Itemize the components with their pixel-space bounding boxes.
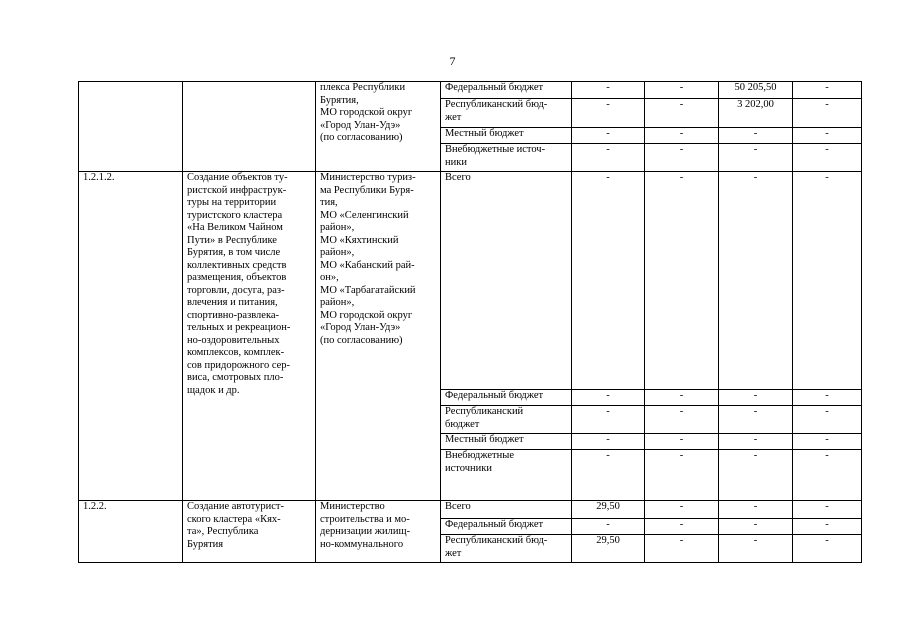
value-cell: - bbox=[645, 128, 719, 144]
value-cell: - bbox=[572, 450, 645, 501]
value-cell: - bbox=[572, 519, 645, 535]
value-cell: - bbox=[793, 519, 862, 535]
value-cell: - bbox=[793, 406, 862, 434]
value-cell: - bbox=[719, 128, 793, 144]
value-cell: - bbox=[793, 535, 862, 563]
value-cell: - bbox=[719, 519, 793, 535]
value-cell: - bbox=[645, 406, 719, 434]
value-cell: - bbox=[645, 434, 719, 450]
funding-source-cell: Федеральный бюджет bbox=[441, 390, 572, 406]
value-cell: - bbox=[645, 82, 719, 99]
value-cell: - bbox=[719, 406, 793, 434]
value-cell: - bbox=[572, 390, 645, 406]
value-cell: - bbox=[572, 82, 645, 99]
page-number: 7 bbox=[449, 54, 456, 68]
value-cell: - bbox=[645, 501, 719, 519]
value-cell: - bbox=[793, 82, 862, 99]
value-cell: - bbox=[719, 434, 793, 450]
value-cell: - bbox=[645, 144, 719, 172]
code-cell bbox=[79, 82, 183, 172]
value-cell: 50 205,50 bbox=[719, 82, 793, 99]
funding-source-cell: Местный бюджет bbox=[441, 434, 572, 450]
value-cell: - bbox=[793, 501, 862, 519]
table-row bbox=[79, 501, 862, 519]
funding-source-cell: Республиканский бюд- жет bbox=[441, 535, 572, 563]
name-cell: Создание автотурист- ского кластера «Кях- та», Республика Бурятия bbox=[183, 501, 316, 563]
value-cell: - bbox=[645, 450, 719, 501]
program-table bbox=[78, 81, 862, 563]
value-cell: - bbox=[645, 172, 719, 390]
name-cell bbox=[183, 82, 316, 172]
funding-source-cell: Федеральный бюджет bbox=[441, 519, 572, 535]
value-cell: 3 202,00 bbox=[719, 99, 793, 128]
value-cell: - bbox=[793, 450, 862, 501]
value-cell: - bbox=[793, 390, 862, 406]
executor-cell: Министерство строительства и мо- дернизации жилищ- но-коммунального bbox=[316, 501, 441, 563]
value-cell: - bbox=[572, 99, 645, 128]
value-cell: - bbox=[719, 450, 793, 501]
value-cell: - bbox=[719, 172, 793, 390]
funding-source-cell: Всего bbox=[441, 172, 572, 390]
funding-source-cell: Республиканский бюд- жет bbox=[441, 99, 572, 128]
value-cell: - bbox=[572, 434, 645, 450]
code-cell: 1.2.1.2. bbox=[79, 172, 183, 501]
funding-source-cell: Республиканский бюджет bbox=[441, 406, 572, 434]
value-cell: 29,50 bbox=[572, 501, 645, 519]
funding-source-cell: Местный бюджет bbox=[441, 128, 572, 144]
value-cell: - bbox=[793, 99, 862, 128]
funding-source-cell: Внебюджетные источники bbox=[441, 450, 572, 501]
funding-source-cell: Федеральный бюджет bbox=[441, 82, 572, 99]
value-cell: - bbox=[645, 390, 719, 406]
table-row bbox=[79, 172, 862, 390]
code-cell: 1.2.2. bbox=[79, 501, 183, 563]
value-cell: - bbox=[645, 519, 719, 535]
value-cell: - bbox=[793, 128, 862, 144]
value-cell: - bbox=[793, 172, 862, 390]
value-cell: - bbox=[572, 172, 645, 390]
value-cell: - bbox=[719, 535, 793, 563]
value-cell: - bbox=[572, 128, 645, 144]
value-cell: - bbox=[572, 144, 645, 172]
value-cell: - bbox=[719, 501, 793, 519]
value-cell: - bbox=[572, 406, 645, 434]
value-cell: 29,50 bbox=[572, 535, 645, 563]
value-cell: - bbox=[645, 99, 719, 128]
value-cell: - bbox=[793, 434, 862, 450]
value-cell: - bbox=[719, 390, 793, 406]
value-cell: - bbox=[793, 144, 862, 172]
value-cell: - bbox=[645, 535, 719, 563]
executor-cell: плекса Республики Бурятия, МО городской округ «Город Улан-Удэ» (по согласованию) bbox=[316, 82, 441, 172]
name-cell: Создание объектов ту- ристской инфраструк- туры на территории туристского кластера «На Великом Чайном Пути» в Республике Бурятия, в том числе коллективных средств размещения, объектов торговли, досуга, раз- влечения и питания, спортивно-развлека- тельных и рекреацион- но-оздоровительных комплексов, комплек- сов придорожного сер- виса, смотровых пло- щадок и др. bbox=[183, 172, 316, 501]
value-cell: - bbox=[719, 144, 793, 172]
executor-cell: Министерство туриз- ма Республики Буря- тия, МО «Селенгинский район», МО «Кяхтинский район», МО «Кабанский рай- он», МО «Тарбагатайский район», МО городской округ «Город Улан-Удэ» (по согласованию) bbox=[316, 172, 441, 501]
funding-source-cell: Внебюджетные источ- ники bbox=[441, 144, 572, 172]
table-row bbox=[79, 82, 862, 99]
funding-source-cell: Всего bbox=[441, 501, 572, 519]
